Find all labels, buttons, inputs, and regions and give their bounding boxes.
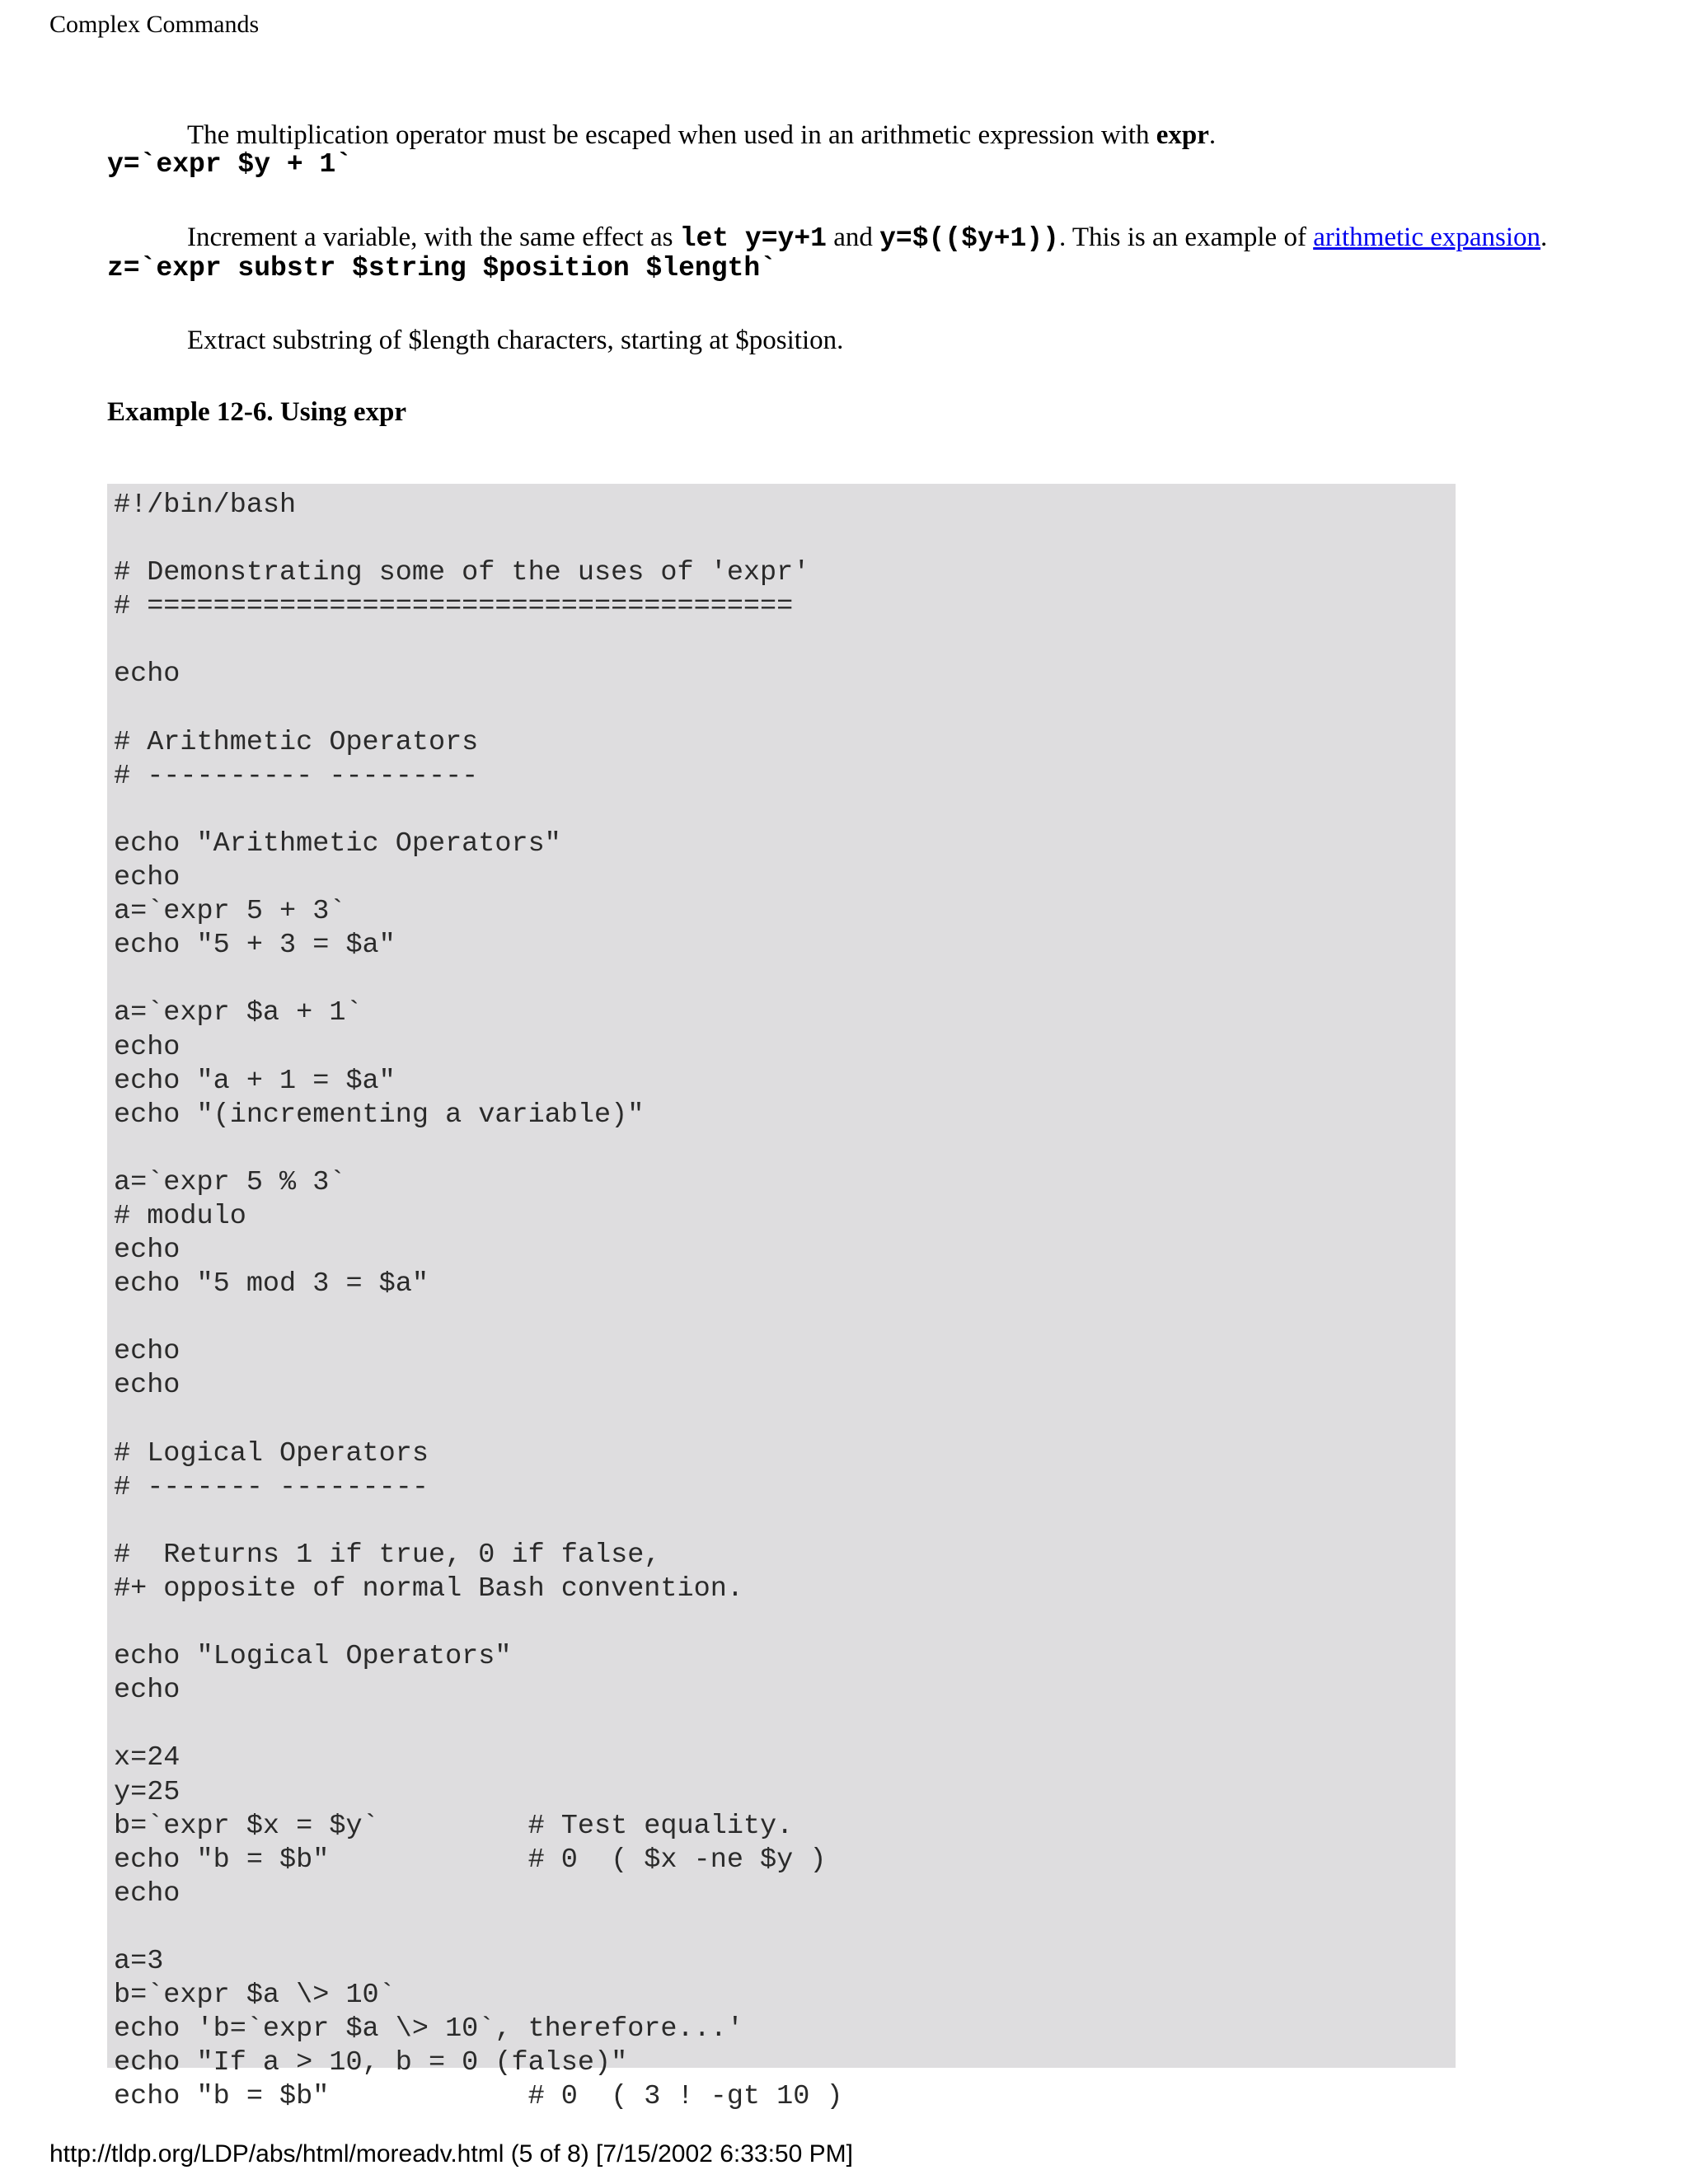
code-line: echo "(incrementing a variable)" <box>114 1099 645 1131</box>
code-line: echo "Arithmetic Operators" <box>114 827 561 860</box>
code-line: echo 'b=`expr $a \> 10`, therefore...' <box>114 2013 743 2046</box>
code-line: a=`expr 5 % 3` <box>114 1166 346 1198</box>
code-line: a=3 <box>114 1946 164 1978</box>
code-line: # modulo <box>114 1200 246 1232</box>
code-line: b=`expr $a \> 10` <box>114 1980 396 2012</box>
description-end: . <box>1540 223 1548 252</box>
code-line: a=`expr 5 + 3` <box>114 896 346 928</box>
description-increment <box>187 221 1615 255</box>
description-substr: Extract substring of $length characters, starting at $position. <box>187 326 844 355</box>
code-line: echo <box>114 1235 181 1267</box>
code-line: echo "5 + 3 = $a" <box>114 930 396 962</box>
page-footer: http://tldp.org/LDP/abs/html/moreadv.html (5 of 8) [7/15/2002 6:33:50 PM] <box>49 2140 853 2168</box>
example-title: Example 12-6. Using expr <box>107 397 406 427</box>
code-line: echo "If a > 10, b = 0 (false)" <box>114 2047 628 2079</box>
code-line: # Demonstrating some of the uses of 'expr' <box>114 557 810 589</box>
term-increment: y=`expr $y + 1` <box>107 149 353 180</box>
description-text: The multiplication operator must be escaped when used in an arithmetic expression with <box>187 120 1156 150</box>
code-line: y=25 <box>114 1776 181 1808</box>
description-mid: and <box>826 223 880 252</box>
code-block <box>107 484 1456 2113</box>
code-line: echo <box>114 1370 181 1402</box>
code-line: echo <box>114 658 181 691</box>
code-line: #+ opposite of normal Bash convention. <box>114 1573 743 1605</box>
inline-code-let: let y=y+1 <box>679 223 827 254</box>
code-line: b=`expr $x = $y` # Test equality. <box>114 1810 794 1842</box>
code-line: # ======================================= <box>114 591 794 623</box>
code-line: #!/bin/bash <box>114 490 297 521</box>
code-line: echo "b = $b" # 0 ( $x -ne $y ) <box>114 1844 827 1876</box>
description-end: . <box>1208 120 1217 150</box>
inline-code-arith: y=$(($y+1)) <box>879 223 1059 254</box>
code-line: # ---------- --------- <box>114 760 479 792</box>
code-line: echo <box>114 862 181 894</box>
code-line: echo "b = $b" # 0 ( 3 ! -gt 10 ) <box>114 2081 843 2113</box>
code-line: echo <box>114 1675 181 1707</box>
code-line: # Returns 1 if true, 0 if false, <box>114 1539 661 1571</box>
description-multiplication <box>187 119 1615 152</box>
page-header: Complex Commands <box>49 11 260 38</box>
code-line: # Logical Operators <box>114 1437 429 1469</box>
content <box>107 115 1615 429</box>
term-substr: z=`expr substr $string $position $length` <box>107 253 776 284</box>
code-line: # ------- --------- <box>114 1471 429 1503</box>
code-line: echo "a + 1 = $a" <box>114 1065 396 1097</box>
arithmetic-expansion-link[interactable]: arithmetic expansion <box>1313 223 1541 252</box>
code-line: echo <box>114 1031 181 1063</box>
description-pre: Increment a variable, with the same effect as <box>187 223 680 252</box>
code-line: a=`expr $a + 1` <box>114 997 363 1029</box>
code-line: echo "Logical Operators" <box>114 1641 512 1673</box>
code-line: x=24 <box>114 1742 181 1774</box>
code-lines <box>114 484 1456 2115</box>
description-post: . This is an example of <box>1058 223 1314 252</box>
code-line: echo "5 mod 3 = $a" <box>114 1268 429 1301</box>
code-line: # Arithmetic Operators <box>114 726 479 758</box>
code-line: echo <box>114 1336 181 1368</box>
description-bold-expr: expr <box>1156 120 1209 150</box>
code-line: echo <box>114 1877 181 1910</box>
